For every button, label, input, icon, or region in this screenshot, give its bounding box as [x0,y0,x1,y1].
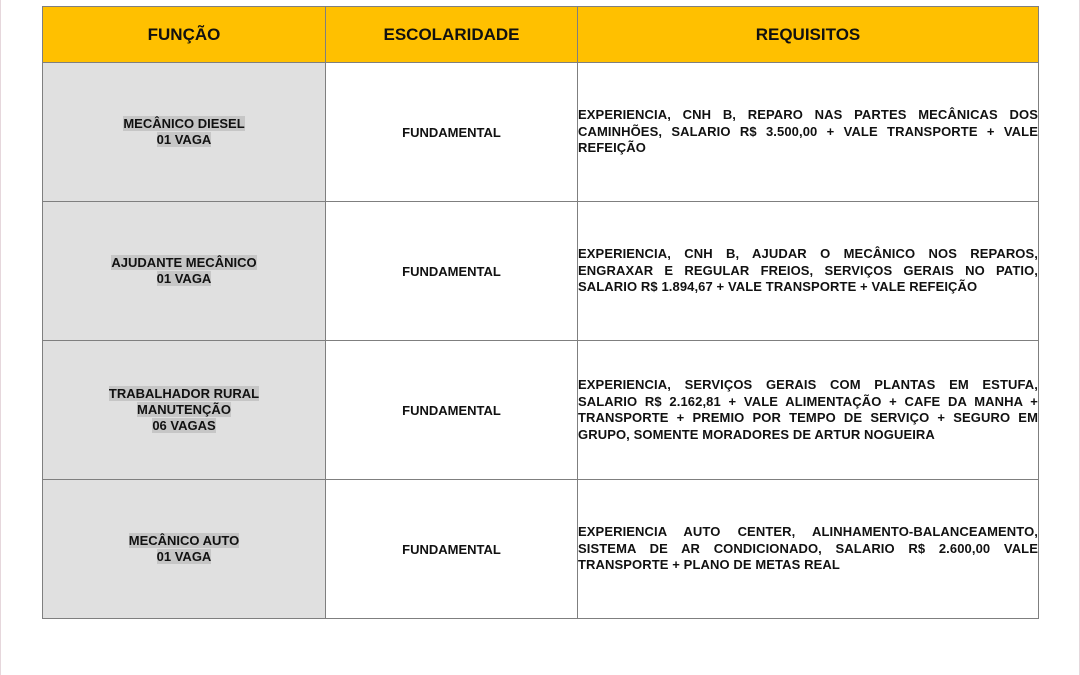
job-subtitle: MANUTENÇÃO [137,402,231,417]
job-openings-table [42,6,1039,619]
vacancy-count: 01 VAGA [156,271,212,286]
vacancy-count: 01 VAGA [156,132,212,147]
table-row [43,341,1039,480]
escolaridade-cell: FUNDAMENTAL [326,341,578,480]
escolaridade-cell: FUNDAMENTAL [326,202,578,341]
header-requisitos: REQUISITOS [578,7,1039,63]
header-funcao: FUNÇÃO [43,7,326,63]
header-row [43,7,1039,63]
table-row [43,480,1039,619]
requisitos-cell: EXPERIENCIA, SERVIÇOS GERAIS COM PLANTAS EM ESTUFA, SALARIO R$ 2.162,81 + VALE ALIMENTAÇÃO + CAFE DA MANHA + TRANSPORTE + PREMIO POR TEMPO DE SERVIÇO + SEGURO EM GRUPO, SOMENTE MORADORES DE ARTUR NOGUEIRA [578,341,1039,480]
funcao-cell [43,341,326,480]
table-row [43,202,1039,341]
escolaridade-cell: FUNDAMENTAL [326,480,578,619]
left-page-edge [0,0,1,675]
requisitos-cell: EXPERIENCIA, CNH B, AJUDAR O MECÂNICO NOS REPAROS, ENGRAXAR E REGULAR FREIOS, SERVIÇOS GERAIS NO PATIO, SALARIO R$ 1.894,67 + VALE TRANSPORTE + VALE REFEIÇÃO [578,202,1039,341]
requisitos-cell: EXPERIENCIA AUTO CENTER, ALINHAMENTO-BALANCEAMENTO, SISTEMA DE AR CONDICIONADO, SALARIO R$ 2.600,00 VALE TRANSPORTE + PLANO DE METAS REAL [578,480,1039,619]
requisitos-cell: EXPERIENCIA, CNH B, REPARO NAS PARTES MECÂNICAS DOS CAMINHÕES, SALARIO R$ 3.500,00 + VALE TRANSPORTE + VALE REFEIÇÃO [578,63,1039,202]
table-row [43,63,1039,202]
escolaridade-cell: FUNDAMENTAL [326,63,578,202]
header-escolaridade: ESCOLARIDADE [326,7,578,63]
funcao-cell [43,480,326,619]
job-title: TRABALHADOR RURAL [108,386,260,401]
job-title: MECÂNICO AUTO [128,533,240,548]
job-title: MECÂNICO DIESEL [123,116,245,131]
vacancy-count: 06 VAGAS [152,418,216,433]
funcao-cell [43,202,326,341]
job-title: AJUDANTE MECÂNICO [111,255,257,270]
vacancy-count: 01 VAGA [156,549,212,564]
funcao-cell [43,63,326,202]
